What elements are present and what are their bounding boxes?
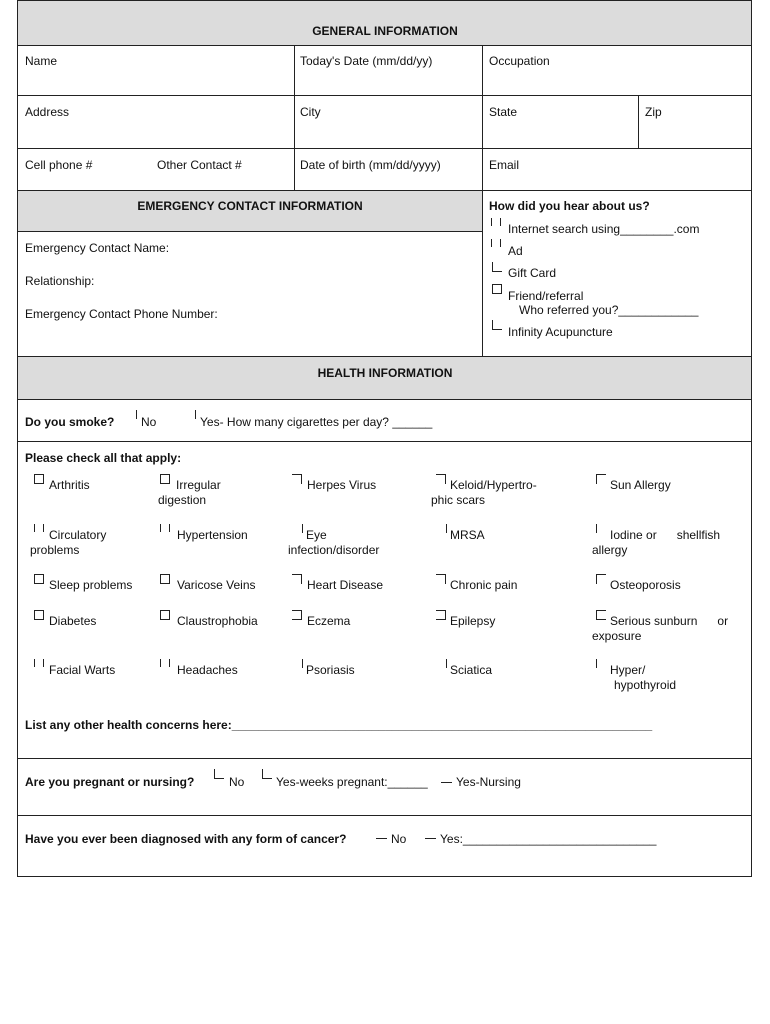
relationship-field[interactable]: Relationship: xyxy=(25,274,95,288)
bottom-border xyxy=(17,876,752,877)
nursing-checkbox[interactable] xyxy=(441,782,452,783)
condition-headaches: Headaches xyxy=(177,663,238,677)
cancer-yes-field[interactable]: Yes:_____________________________ xyxy=(440,832,657,846)
condition-claustrophobia: Claustrophobia xyxy=(177,614,258,628)
pregnant-no-checkbox[interactable] xyxy=(214,769,224,779)
col-line xyxy=(294,45,295,191)
condition-eczema: Eczema xyxy=(307,614,351,628)
condition-irregular-digestion xyxy=(158,478,221,508)
condition-serious-sunburn xyxy=(592,614,728,644)
general-info-title: GENERAL INFORMATION xyxy=(312,24,458,38)
friend-label: Friend/referral xyxy=(508,289,584,303)
checkbox[interactable] xyxy=(436,610,446,620)
condition-sciatica: Sciatica xyxy=(450,663,493,677)
checkbox[interactable] xyxy=(596,574,606,584)
smoke-no-label: No xyxy=(141,415,157,429)
emergency-name-field[interactable]: Emergency Contact Name: xyxy=(25,241,170,255)
pregnant-no-label: No xyxy=(229,775,245,789)
checkbox[interactable] xyxy=(292,574,302,584)
occupation-field[interactable]: Occupation xyxy=(489,54,550,68)
line2: digestion xyxy=(158,493,207,507)
row-line xyxy=(17,356,752,357)
condition-eye xyxy=(288,528,379,558)
checkbox[interactable] xyxy=(596,474,606,484)
line2: phic scars xyxy=(431,493,486,507)
condition-hyper-hypothyroid xyxy=(610,663,676,693)
pregnant-yes-checkbox[interactable] xyxy=(262,769,272,779)
condition-diabetes: Diabetes xyxy=(49,614,97,628)
line1: Circulatory xyxy=(49,528,107,542)
condition-chronic-pain: Chronic pain xyxy=(450,578,518,592)
row-line xyxy=(17,190,752,191)
condition-osteoporosis: Osteoporosis xyxy=(610,578,681,592)
checkbox[interactable] xyxy=(160,574,170,584)
dob-field[interactable]: Date of birth (mm/dd/yyyy) xyxy=(300,158,441,172)
internet-checkbox[interactable] xyxy=(491,218,501,226)
todays-date-field[interactable]: Today's Date (mm/dd/yy) xyxy=(300,54,433,68)
cancer-no-checkbox[interactable] xyxy=(376,838,387,839)
checkbox[interactable] xyxy=(292,610,302,620)
line2: exposure xyxy=(592,629,642,643)
ad-label: Ad xyxy=(508,244,523,258)
checkbox[interactable] xyxy=(34,574,44,584)
pregnant-question: Are you pregnant or nursing? xyxy=(25,775,195,789)
health-title: HEALTH INFORMATION xyxy=(317,366,453,380)
line1: Irregular xyxy=(176,478,221,492)
checkbox[interactable] xyxy=(34,610,44,620)
state-field[interactable]: State xyxy=(489,105,518,119)
cancer-no-label: No xyxy=(391,832,407,846)
city-field[interactable]: City xyxy=(300,105,321,119)
row-line xyxy=(17,148,752,149)
other-contact-field[interactable]: Other Contact # xyxy=(157,158,242,172)
line2: allergy xyxy=(592,543,628,557)
emergency-phone-field[interactable]: Emergency Contact Phone Number: xyxy=(25,307,218,321)
condition-arthritis: Arthritis xyxy=(49,478,90,492)
zip-field[interactable]: Zip xyxy=(645,105,662,119)
smoke-question: Do you smoke? xyxy=(25,415,115,429)
line2: problems xyxy=(30,543,80,557)
outer-left-border xyxy=(17,0,18,877)
condition-sleep-problems: Sleep problems xyxy=(49,578,133,592)
condition-sun-allergy: Sun Allergy xyxy=(610,478,671,492)
line1: Keloid/Hypertro- xyxy=(450,478,537,492)
outer-right-border xyxy=(751,0,752,877)
checkbox[interactable] xyxy=(160,659,170,667)
row-line xyxy=(17,815,752,816)
checkbox[interactable] xyxy=(446,659,448,668)
smoke-yes-checkbox[interactable] xyxy=(195,410,197,419)
line1: Eye xyxy=(306,528,327,542)
other-concerns-field[interactable]: List any other health concerns here:_______________________________________________________________ xyxy=(25,718,653,732)
condition-heart-disease: Heart Disease xyxy=(307,578,384,592)
condition-epilepsy: Epilepsy xyxy=(450,614,496,628)
cancer-question: Have you ever been diagnosed with any form of cancer? xyxy=(25,832,347,846)
nursing-label: Yes-Nursing xyxy=(456,775,521,789)
pregnant-yes-label: Yes-weeks pregnant:______ xyxy=(276,775,428,789)
address-field[interactable]: Address xyxy=(25,105,70,119)
checkbox[interactable] xyxy=(160,524,170,532)
smoke-yes-label: Yes- How many cigarettes per day? ______ xyxy=(200,415,433,429)
ad-checkbox[interactable] xyxy=(491,239,501,247)
row-line xyxy=(17,441,752,442)
hear-title: How did you hear about us? xyxy=(489,199,650,213)
cancer-yes-checkbox[interactable] xyxy=(425,838,436,839)
line1: Iodine or shellfish xyxy=(610,528,721,542)
referred-field[interactable]: Who referred you?____________ xyxy=(519,303,699,317)
checkbox[interactable] xyxy=(436,574,446,584)
condition-psoriasis: Psoriasis xyxy=(306,663,355,677)
checkbox[interactable] xyxy=(302,659,304,668)
checkbox[interactable] xyxy=(596,659,598,668)
check-all-title: Please check all that apply: xyxy=(25,451,182,465)
checkbox[interactable] xyxy=(34,659,44,667)
internet-label: Internet search using________.com xyxy=(508,222,700,236)
condition-facial-warts: Facial Warts xyxy=(49,663,116,677)
emergency-title: EMERGENCY CONTACT INFORMATION xyxy=(137,199,363,213)
row-line xyxy=(17,45,752,46)
condition-keloid xyxy=(431,478,537,508)
condition-herpes-virus: Herpes Virus xyxy=(307,478,377,492)
row-line xyxy=(17,231,482,232)
line2: infection/disorder xyxy=(288,543,380,557)
cell-phone-field[interactable]: Cell phone # xyxy=(25,158,93,172)
gift-card-checkbox[interactable] xyxy=(492,262,502,272)
infinity-checkbox[interactable] xyxy=(492,320,502,330)
smoke-no-checkbox[interactable] xyxy=(136,410,138,419)
line2: hypothyroid xyxy=(614,678,677,692)
condition-mrsa: MRSA xyxy=(450,528,485,542)
condition-varicose-veins: Varicose Veins xyxy=(177,578,256,592)
checkbox[interactable] xyxy=(292,474,302,484)
checkbox[interactable] xyxy=(160,610,170,620)
line1: Serious sunburn or xyxy=(610,614,729,628)
col-line xyxy=(482,45,483,357)
row-line xyxy=(17,758,752,759)
checkbox[interactable] xyxy=(446,524,448,533)
gift-card-label: Gift Card xyxy=(508,266,557,280)
condition-iodine xyxy=(592,528,720,558)
row-line xyxy=(17,95,752,96)
email-field[interactable]: Email xyxy=(489,158,520,172)
row-line xyxy=(17,399,752,400)
condition-hypertension: Hypertension xyxy=(177,528,248,542)
checkbox[interactable] xyxy=(34,474,44,484)
infinity-label: Infinity Acupuncture xyxy=(508,325,613,339)
name-field[interactable]: Name xyxy=(25,54,58,68)
col-line xyxy=(638,95,639,149)
line1: Hyper/ xyxy=(610,663,646,677)
friend-checkbox[interactable] xyxy=(492,284,502,294)
condition-circulatory xyxy=(30,528,106,558)
top-border xyxy=(17,0,752,1)
